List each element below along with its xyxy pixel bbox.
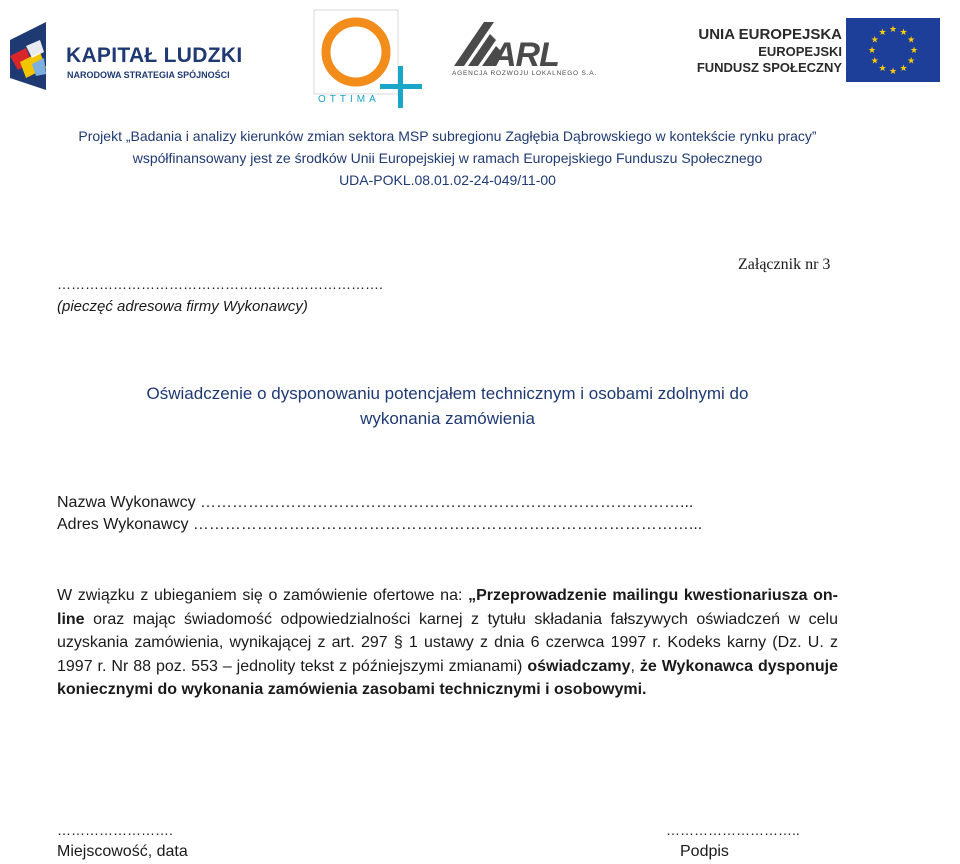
eu-star-icon: ★ <box>899 26 908 37</box>
place-date-dots: ……………………. <box>57 822 173 838</box>
project-line-2: współfinansowany jest ze środków Unii Europejskiej w ramach Europejskiego Funduszu Społecznego <box>132 150 763 166</box>
project-line-1: Projekt „Badania i analizy kierunków zmian sektora MSP subregionu Zagłębia Dąbrowskiego w kontekście rynku pracy” <box>78 128 817 144</box>
eu-flag-icon <box>846 18 940 82</box>
eu-line2: EUROPEJSKI <box>758 44 842 59</box>
stamp-caption: (pieczęć adresowa firmy Wykonawcy) <box>57 298 308 315</box>
eu-line3: FUNDUSZ SPOŁECZNY <box>696 60 842 75</box>
stamp-dots: ……………………………………………………………. <box>57 276 383 292</box>
eu-star-icon: ★ <box>878 63 887 74</box>
body-bold-subject: „Przeprowadzenie mailingu kwestionariusza on-line <box>57 587 839 628</box>
kapital-ludzki-title: KAPITAŁ LUDZKI <box>66 44 243 67</box>
document-title-line-2: wykonania zamówienia <box>360 409 535 428</box>
eu-star-icon: ★ <box>870 55 879 66</box>
body-text-1: W związku z ubieganiem się o zamówienie ofertowe na: <box>57 587 469 604</box>
arl-logo <box>450 18 597 82</box>
kapital-ludzki-logo <box>6 18 246 96</box>
body-text-3: , <box>630 657 640 675</box>
kapital-ludzki-emblem-icon <box>6 18 64 96</box>
document-title-line-1: Oświadczenie o dysponowaniu potencjałem technicznym i osobami zdolnymi do <box>146 384 749 403</box>
arl-text: ARL <box>492 36 559 74</box>
contractor-name-field: Nazwa Wykonawcy ………………………………………………………………………………... <box>57 494 694 511</box>
attachment-label: Załącznik nr 3 <box>738 256 831 273</box>
ottima-logo <box>312 8 424 112</box>
body-text-2: oraz mając świadomość odpowiedzialności karnej z tytułu składania fałszywych oświadczeń w celu uzyskania zamówienia, wynikającej z art. 297 § 1 ustawy z dnia 6 czerwca 1997 r. Kodeks karny (Dz. U. z 1997 r. Nr 88 poz. 553 – jednolity tekst z późniejszymi zmianami) <box>57 610 838 675</box>
eu-star-icon: ★ <box>907 34 916 45</box>
eu-line1: UNIA EUROPEJSKA <box>698 26 842 43</box>
declaration-paragraph <box>57 584 838 702</box>
signature-label: Podpis <box>680 843 729 860</box>
eu-star-icon: ★ <box>867 45 877 55</box>
arl-subtitle: AGENCJA ROZWOJU LOKALNEGO S.A. <box>452 70 597 77</box>
eu-star-icon: ★ <box>878 26 887 37</box>
eu-star-icon: ★ <box>888 24 898 34</box>
eu-star-icon: ★ <box>899 63 908 74</box>
ottima-text: OTTIMA <box>318 94 380 105</box>
body-bold-declare: oświadczamy <box>527 657 631 675</box>
project-line-3: UDA-POKL.08.01.02-24-049/11-00 <box>339 172 556 188</box>
kapital-ludzki-subtitle: NARODOWA STRATEGIA SPÓJNOŚCI <box>67 70 230 80</box>
eu-star-icon: ★ <box>907 55 916 66</box>
eu-star-icon: ★ <box>909 45 919 55</box>
eu-logo <box>680 12 950 98</box>
body-bold-statement: że Wykonawca dysponuje koniecznymi do wykonania zamówienia zasobami technicznymi i osobowymi. <box>57 657 839 698</box>
place-date-label: Miejscowość, data <box>57 843 188 860</box>
eu-star-icon: ★ <box>888 66 898 76</box>
contractor-address-field: Adres Wykonawcy …………………………………………………………………………………... <box>57 516 703 533</box>
signature-dots: ……………………….. <box>666 822 800 838</box>
eu-star-icon: ★ <box>870 34 879 45</box>
